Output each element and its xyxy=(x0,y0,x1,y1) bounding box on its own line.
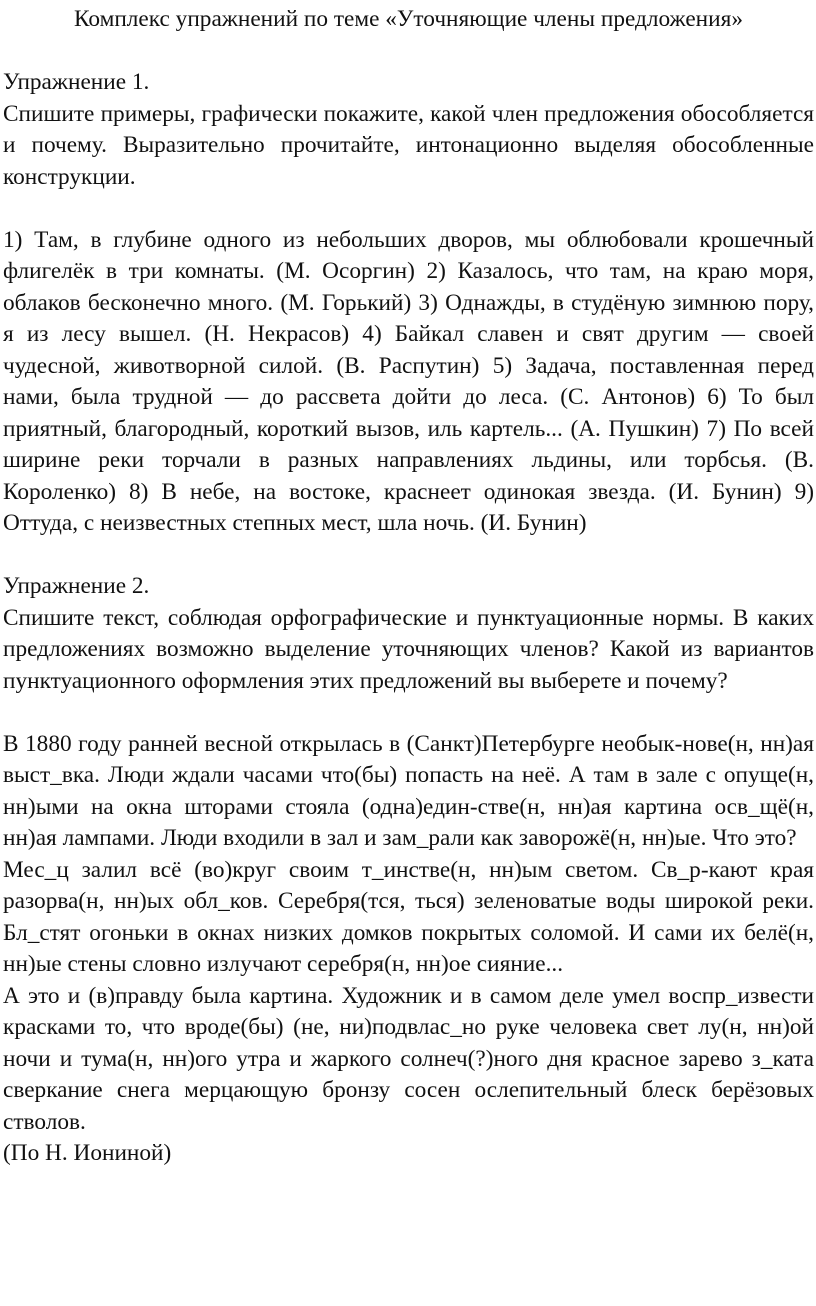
exercise2-source: (По Н. Иониной) xyxy=(3,1140,172,1166)
exercise2-heading: Упражнение 2. xyxy=(3,573,150,599)
exercise1-examples: 1) Там, в глубине одного из небольших дворов, мы облюбовали крошечный флигелёк в три комнаты. (М. Осоргин) 2) Казалось, что там, на краю моря, облаков бесконечно много. (М. Горький) 3) Однажды, в студёную зимнюю пору, я из лесу вышел. (Н. Некрасов) 4) Байкал славен и свят другим — своей чудесной, животворной силой. (В. Распутин) 5) Задача, поставленная перед нами, была трудной — до рассвета дойти до леса. (С. Антонов) 6) То был приятный, благородный, короткий вызов, иль картель... (А. Пушкин) 7) По всей ширине реки торчали в разных направлениях льдины, или торбсья. (В. Короленко) 8) В небе, на востоке, краснеет одинокая звезда. (И. Бунин) 9) Оттуда, с неизвестных степных мест, шла ночь. (И. Бунин) xyxy=(3,226,814,536)
exercise2-instruction: Спишите текст, соблюдая орфографические и пунктуационные нормы. В каких предложениях возможно выделение уточняющих членов? Какой из вариантов пунктуационного оформления этих предложений вы выберете и почему? xyxy=(3,604,814,694)
exercise2-paragraph: В 1880 году ранней весной открылась в (Санкт)Петербурге необык-нове(н, нн)ая выст_вка. Люди ждали часами что(бы) попасть на неё. А там в зале с опуще(н, нн)ыми на окна шторами стояла (одна)един-стве(н, нн)ая картина осв_щё(н, нн)ая лампами. Люди входили в зал и зам_рали как заворожё(н, нн)ые. Что это? xyxy=(3,730,814,851)
exercise1-heading: Упражнение 1. xyxy=(3,69,150,95)
spacer xyxy=(3,36,814,68)
spacer xyxy=(3,193,814,225)
exercise2-paragraph: Мес_ц залил всё (во)круг своим т_инстве(н, нн)ым светом. Св_р-кают края разорва(н, нн)ых обл_ков. Серебря(тся, ться) зеленоватые воды широкой реки. Бл_стят огоньки в окнах низких домков покрытых соломой. И сами их белё(н, нн)ые стены словно излучают серебря(н, нн)ое сияние... xyxy=(3,856,814,977)
document-title: Комплекс упражнений по теме «Уточняющие члены предложения» xyxy=(74,6,743,32)
exercise1-instruction: Спишите примеры, графически покажите, какой член предложения обособляется и почему. Выразительно прочитайте, интонационно выделяя обособленные конструкции. xyxy=(3,100,814,190)
spacer xyxy=(3,540,814,572)
spacer xyxy=(3,697,814,729)
exercise2-paragraph: А это и (в)правду была картина. Художник и в самом деле умел воспр_извести красками то, что вроде(бы) (не, ни)подвлас_но руке человека свет лу(н, нн)ой ночи и тума(н, нн)ого утра и жаркого солнеч(?)ного дня красное зарево з_ката сверкание снега мерцающую бронзу сосен ослепительный блеск берёзовых стволов. xyxy=(3,982,814,1135)
